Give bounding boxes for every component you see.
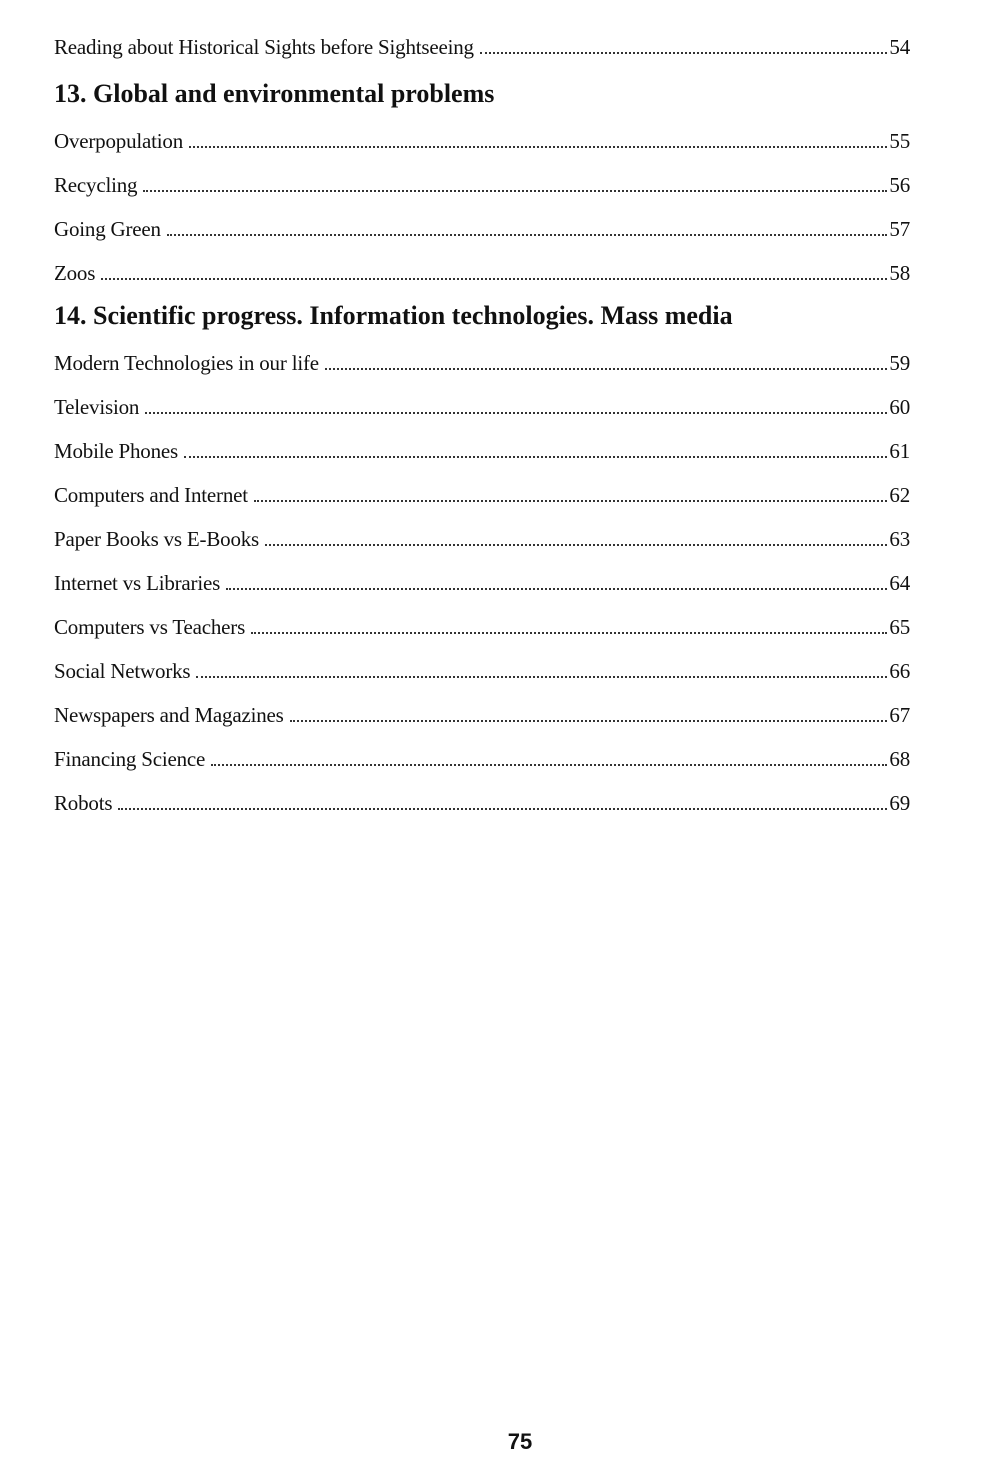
toc-entry-title: Modern Technologies in our life <box>54 351 319 375</box>
toc-entry-title: Computers vs Teachers <box>54 615 246 639</box>
toc-entry-page: 68 <box>889 747 910 771</box>
toc-entry-going-green[interactable] <box>54 212 910 242</box>
dot-leader <box>189 146 887 148</box>
toc-entry-page: 67 <box>889 703 910 727</box>
toc-entry-title: Newspapers and Magazines <box>54 703 284 727</box>
dot-leader <box>254 500 888 502</box>
toc-entry-title: Internet vs Libraries <box>54 571 221 595</box>
toc-entry-page: 59 <box>889 351 910 375</box>
dot-leader <box>184 456 887 458</box>
dot-leader <box>101 278 887 280</box>
toc-entry-financing-science[interactable] <box>54 742 910 772</box>
page-number: 75 <box>507 1429 533 1454</box>
toc-entry-title: Social Networks <box>54 659 191 683</box>
toc-entry-page: 66 <box>889 659 910 683</box>
toc-entry-title: Computers and Internet <box>54 483 248 507</box>
toc-entry-page: 63 <box>889 527 910 551</box>
section-heading-14: 14. Scientific progress. Information technologies. Mass media <box>54 301 733 330</box>
toc-entry-title: Going Green <box>54 217 161 241</box>
toc-entry-zoos[interactable] <box>54 256 910 286</box>
toc-entry-title: Reading about Historical Sights before Sightseeing <box>54 35 474 59</box>
toc-entry-paper-books[interactable] <box>54 522 910 552</box>
toc-entry-television[interactable] <box>54 390 910 420</box>
toc-entry-title: Financing Science <box>54 747 206 771</box>
toc-entry-computers-internet[interactable] <box>54 478 910 508</box>
toc-entry-title: Robots <box>54 791 113 815</box>
toc-entry-modern-technologies[interactable] <box>54 346 910 376</box>
toc-entry-robots[interactable] <box>54 786 910 816</box>
dot-leader <box>265 544 887 546</box>
toc-entry-page: 54 <box>889 35 910 59</box>
dot-leader <box>226 588 887 590</box>
toc-entry-title: Overpopulation <box>54 129 184 153</box>
toc-entry-newspapers-magazines[interactable] <box>54 698 910 728</box>
toc-entry-overpopulation[interactable] <box>54 124 910 154</box>
toc-entry-page: 56 <box>889 173 910 197</box>
toc-entry-page: 69 <box>889 791 910 815</box>
toc-entry-historical-sights[interactable] <box>54 30 910 60</box>
dot-leader <box>118 808 887 810</box>
toc-entry-page: 64 <box>889 571 910 595</box>
toc-entry-page: 65 <box>889 615 910 639</box>
toc-entry-internet-libraries[interactable] <box>54 566 910 596</box>
toc-entry-title: Recycling <box>54 173 138 197</box>
dot-leader <box>290 720 888 722</box>
dot-leader <box>196 676 887 678</box>
toc-entry-title: Mobile Phones <box>54 439 178 463</box>
dot-leader <box>480 52 888 54</box>
section-heading-13: 13. Global and environmental problems <box>54 79 495 108</box>
toc-entry-page: 61 <box>889 439 910 463</box>
dot-leader <box>251 632 887 634</box>
dot-leader <box>145 412 887 414</box>
dot-leader <box>167 234 888 236</box>
dot-leader <box>211 764 887 766</box>
toc-entry-page: 60 <box>889 395 910 419</box>
toc-entry-title: Television <box>54 395 140 419</box>
toc-entry-title: Paper Books vs E-Books <box>54 527 260 551</box>
dot-leader <box>325 368 888 370</box>
toc-entry-page: 62 <box>889 483 910 507</box>
toc-entry-recycling[interactable] <box>54 168 910 198</box>
toc-entry-page: 58 <box>889 261 910 285</box>
toc-entry-social-networks[interactable] <box>54 654 910 684</box>
toc-entry-title: Zoos <box>54 261 96 285</box>
toc-entry-computers-teachers[interactable] <box>54 610 910 640</box>
toc-entry-mobile-phones[interactable] <box>54 434 910 464</box>
toc-entry-page: 57 <box>889 217 910 241</box>
dot-leader <box>143 190 887 192</box>
toc-entry-page: 55 <box>889 129 910 153</box>
